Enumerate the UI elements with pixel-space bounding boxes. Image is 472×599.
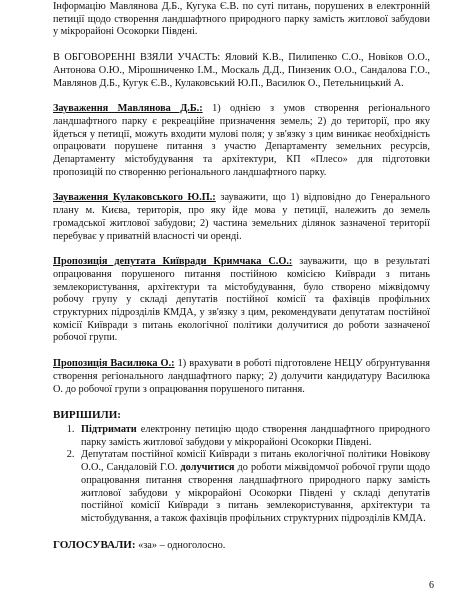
resolved-label: ВИРІШИЛИ: bbox=[53, 409, 121, 422]
vote-text: «за» – одноголосно. bbox=[135, 539, 226, 551]
proposal-vasyliuk-text: 1) врахувати в роботі підготовлене НЕЦУ обґрунтування створення регіонального ландшафтного парку; 2) долучити кандидатуру Василюка О. до робочої групи з опрацювання порушеного питання. bbox=[53, 358, 431, 395]
remark-kulakovskyi-label: Зауваження Кулаковського Ю.П.: bbox=[53, 192, 216, 204]
resolved-item-2-pre: Депутатам постійної комісії Київради з питань екологічної політики Новікову О.О., Сандаловій Г.О. bbox=[81, 449, 430, 474]
participants-label: В ОБГОВОРЕННІ ВЗЯЛИ УЧАСТЬ: bbox=[53, 52, 221, 64]
remark-mavlianov bbox=[53, 103, 430, 179]
remark-kulakovskyi bbox=[53, 192, 430, 243]
remark-mavlianov-text: 1) однією з умов створення регіонального ландшафтного парку є рекреаційне призначення земель; 2) до території, про яку йдеться у петиції, можуть входити мулові поля; у зв'язку з цим виникає необхідність опрацювати порушене питання з участю Департаменту земельних ресурсів, Департаменту містобудування та архітектури, КП «Плесо» для підготовки пропозицій по створенню регіонального ландшафтного парку. bbox=[53, 103, 431, 178]
resolved-item-2-text: до роботи міжвідомчої робочої групи щодо опрацювання питання створення ландшафтного природного парку замість житлової забудови у мікрорайоні Осокорки Південі у складі депутатів постійної комісії Київради з питань землекористування, архітектури та містобудування, а також фахівців профільних структурних підрозділів КМДА. bbox=[81, 462, 430, 524]
intro-paragraph: Інформацію Мавлянова Д.Б., Кугука Є.В. по суті питань, порушених в електронній петиції щодо створення ландшафтного природного парку замість житлової забудови у мікрорайоні Осокорки Південі. bbox=[53, 1, 430, 38]
resolved-item-1-lead: Підтримати bbox=[81, 423, 137, 435]
resolved-list bbox=[53, 424, 430, 526]
proposal-krymchak bbox=[53, 256, 430, 345]
page-number: 6 bbox=[429, 580, 434, 591]
resolved-item-2-lead: долучитися bbox=[180, 462, 235, 474]
resolved-heading bbox=[53, 409, 430, 423]
proposal-vasyliuk-label: Пропозиція Василюка О.: bbox=[53, 358, 175, 370]
resolved-item-2 bbox=[77, 449, 430, 525]
resolved-item-1-text: електронну петицію щодо створення ландшафтного природного парку замість житлової забудови у мікрорайоні Осокорки Південі. bbox=[81, 423, 430, 448]
proposal-vasyliuk bbox=[53, 358, 430, 396]
proposal-krymchak-label: Пропозиція депутата Київради Кримчака С.О.: bbox=[53, 256, 293, 268]
resolved-item-1 bbox=[77, 424, 430, 449]
vote-label: ГОЛОСУВАЛИ: bbox=[53, 538, 136, 551]
participants-paragraph bbox=[53, 52, 430, 90]
proposal-krymchak-text: зауважити, що в результаті опрацювання порушеного питання постійною комісією Київради з питань землекористування, архітектури та містобудування, було створено міжвідомчу робочу групу у складі депутатів постійної комісії та фахівців профільних структурних підрозділів КМДА, у зв'язку з цим, рекомендувати депутатам постійної комісії Київради з питань екологічної політики долучитися до роботи зазначеної робочої групи. bbox=[53, 256, 430, 344]
vote-paragraph bbox=[53, 539, 430, 553]
participants-text: Яловий К.В., Пилипенко С.О., Новіков О.О., Антонова О.Ю., Мірошниченко І.М., Москаль Д.Д., Пинзеник О.О., Сандалова Г.О., Мавлянов Д.Б., Кугук Є.В., Кулаковський Ю.П., Василюк О., Петельницький А. bbox=[53, 52, 430, 89]
remark-mavlianov-label: Зауваження Мавлянова Д.Б.: bbox=[53, 103, 203, 115]
remark-kulakovskyi-text: зауважити, що 1) відповідно до Генерального плану м. Києва, територія, про яку йде мова у петиції, належить до земель громадської житлової забудови; 2) частина земельних ділянок зазначеної території перебуває у приватній власності чи оренді. bbox=[53, 192, 430, 242]
